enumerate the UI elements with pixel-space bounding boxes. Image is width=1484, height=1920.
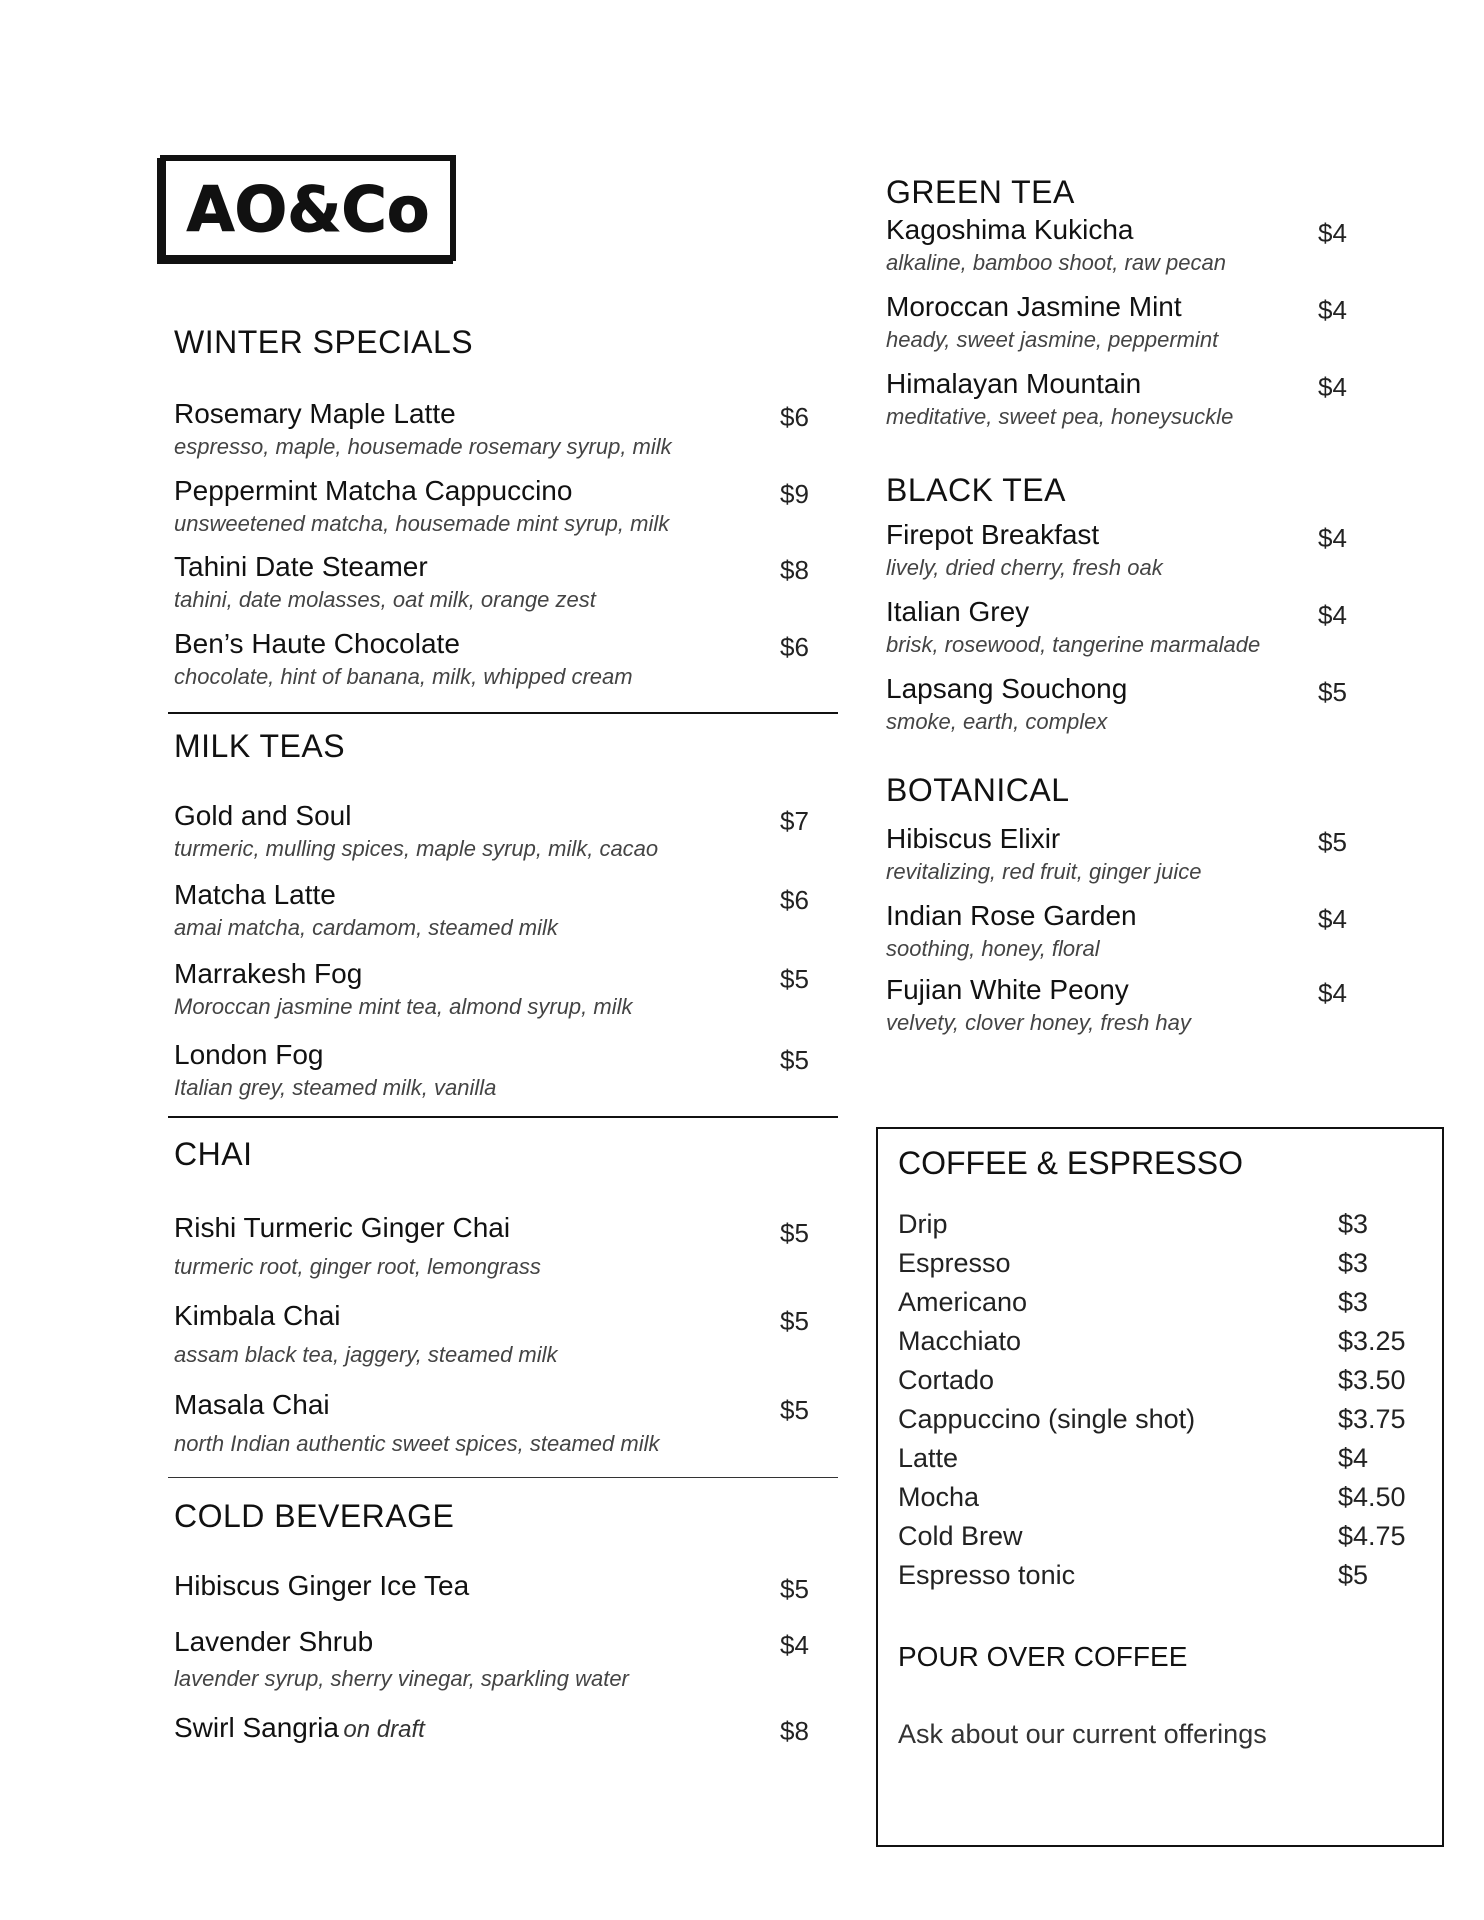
item-desc: smoke, earth, complex [886, 709, 1108, 734]
coffee-name: Espresso [898, 1248, 1011, 1278]
section-title-winter-specials: WINTER SPECIALS [174, 324, 474, 360]
coffee-price: $4.75 [1338, 1521, 1406, 1551]
coffee-espresso-panel [876, 1127, 1444, 1847]
coffee-row [898, 1560, 1418, 1591]
logo-text: AO&Co [186, 173, 430, 246]
section-divider [168, 712, 838, 714]
coffee-name: Latte [898, 1443, 959, 1473]
brand-logo [160, 155, 456, 261]
menu-item [174, 800, 658, 862]
item-desc: north Indian authentic sweet spices, steamed milk [174, 1431, 660, 1456]
item-price: $5 [780, 1306, 809, 1336]
menu-item [886, 519, 1163, 581]
menu-item [174, 628, 633, 690]
coffee-name: Cold Brew [898, 1521, 1023, 1551]
item-name: Italian Grey [886, 596, 1030, 627]
item-price: $8 [780, 1716, 809, 1746]
item-price: $4 [1318, 978, 1347, 1008]
menu-item [174, 1039, 496, 1101]
coffee-price: $3 [1338, 1248, 1369, 1278]
coffee-price: $3 [1338, 1287, 1369, 1317]
item-desc: Italian grey, steamed milk, vanilla [174, 1075, 497, 1100]
item-name: Kimbala Chai [174, 1300, 341, 1331]
item-desc: lively, dried cherry, fresh oak [886, 555, 1163, 580]
item-desc: tahini, date molasses, oat milk, orange zest [174, 587, 596, 612]
item-price: $5 [1318, 827, 1347, 857]
coffee-price: $3.50 [1338, 1365, 1406, 1395]
menu-item [886, 368, 1233, 430]
item-price: $4 [1318, 372, 1347, 402]
menu-item [174, 475, 669, 537]
item-name: Masala Chai [174, 1389, 330, 1420]
item-desc: assam black tea, jaggery, steamed milk [174, 1342, 558, 1367]
menu-item [174, 1570, 469, 1602]
menu-item [886, 214, 1226, 276]
coffee-row [898, 1443, 1418, 1474]
item-price: $4 [1318, 523, 1347, 553]
item-desc: brisk, rosewood, tangerine marmalade [886, 632, 1261, 657]
item-desc: turmeric root, ginger root, lemongrass [174, 1254, 541, 1279]
menu-item [174, 1300, 558, 1368]
item-price: $5 [1318, 677, 1347, 707]
item-price: $4 [1318, 600, 1347, 630]
section-title-cold-beverage: COLD BEVERAGE [174, 1498, 455, 1534]
menu-item [174, 1389, 659, 1457]
item-price: $6 [780, 632, 809, 662]
item-price: $4 [1318, 218, 1347, 248]
menu-item [174, 551, 596, 613]
item-name: Lapsang Souchong [886, 673, 1128, 704]
coffee-name: Cappuccino (single shot) [898, 1404, 1196, 1434]
menu-item [174, 958, 633, 1020]
item-desc: espresso, maple, housemade rosemary syrup, milk [174, 434, 672, 459]
item-desc: revitalizing, red fruit, ginger juice [886, 859, 1202, 884]
menu-item [174, 398, 672, 460]
menu-item [174, 879, 558, 941]
item-desc: meditative, sweet pea, honeysuckle [886, 404, 1234, 429]
coffee-price: $4 [1338, 1443, 1369, 1473]
item-desc: soothing, honey, floral [886, 936, 1100, 961]
item-price: $4 [1318, 904, 1347, 934]
item-price: $7 [780, 806, 809, 836]
item-desc: alkaline, bamboo shoot, raw pecan [886, 250, 1226, 275]
item-price: $9 [780, 479, 809, 509]
item-name: Himalayan Mountain [886, 368, 1142, 399]
item-name: Gold and Soul [174, 800, 352, 831]
item-name: Kagoshima Kukicha [886, 214, 1134, 245]
section-title-black-tea: BLACK TEA [886, 472, 1066, 508]
item-price: $6 [780, 402, 809, 432]
item-desc: lavender syrup, sherry vinegar, sparkling water [174, 1666, 629, 1691]
item-name: Peppermint Matcha Cappuccino [174, 475, 573, 506]
section-divider [168, 1116, 838, 1118]
item-name: Fujian White Peony [886, 974, 1129, 1005]
section-title-milk-teas: MILK TEAS [174, 728, 346, 764]
coffee-row [898, 1521, 1418, 1552]
coffee-row [898, 1287, 1418, 1318]
item-price: $8 [780, 555, 809, 585]
coffee-row [898, 1209, 1418, 1240]
item-name: Tahini Date Steamer [174, 551, 428, 582]
item-desc: Moroccan jasmine mint tea, almond syrup, milk [174, 994, 633, 1019]
logo-mark [183, 169, 433, 247]
item-price: $5 [780, 964, 809, 994]
coffee-name: Drip [898, 1209, 948, 1239]
section-divider [168, 1477, 838, 1478]
item-price: $5 [780, 1218, 809, 1248]
coffee-name: Cortado [898, 1365, 995, 1395]
coffee-price: $3.75 [1338, 1404, 1406, 1434]
section-title-botanical: BOTANICAL [886, 772, 1070, 808]
coffee-name: Macchiato [898, 1326, 1022, 1356]
item-name: Indian Rose Garden [886, 900, 1137, 931]
item-note: on draft [343, 1716, 425, 1743]
menu-item [886, 823, 1201, 885]
item-desc: velvety, clover honey, fresh hay [886, 1010, 1191, 1035]
item-name: Rosemary Maple Latte [174, 398, 456, 429]
menu-item [886, 974, 1191, 1036]
section-title-green-tea: GREEN TEA [886, 174, 1075, 210]
coffee-row [898, 1365, 1418, 1396]
menu-item [886, 291, 1218, 353]
item-name: Firepot Breakfast [886, 519, 1100, 550]
pour-over-title: POUR OVER COFFEE [898, 1641, 1188, 1672]
coffee-price: $4.50 [1338, 1482, 1406, 1512]
item-desc: amai matcha, cardamom, steamed milk [174, 915, 558, 940]
item-name: Hibiscus Ginger Ice Tea [174, 1570, 470, 1601]
item-name: Rishi Turmeric Ginger Chai [174, 1212, 511, 1243]
item-desc: turmeric, mulling spices, maple syrup, milk, cacao [174, 836, 659, 861]
section-title-chai: CHAI [174, 1136, 253, 1172]
item-name: Marrakesh Fog [174, 958, 363, 989]
item-price: $5 [780, 1574, 809, 1604]
item-price: $4 [780, 1630, 809, 1660]
item-name: Matcha Latte [174, 879, 336, 910]
item-name: Lavender Shrub [174, 1626, 374, 1657]
coffee-row [898, 1326, 1418, 1357]
section-title-coffee: COFFEE & ESPRESSO [898, 1145, 1243, 1181]
menu-item [886, 596, 1260, 658]
coffee-price: $3.25 [1338, 1326, 1406, 1356]
menu-item [174, 1212, 541, 1280]
menu-item [886, 900, 1137, 962]
item-name: Ben’s Haute Chocolate [174, 628, 460, 659]
coffee-price: $3 [1338, 1209, 1369, 1239]
item-price: $5 [780, 1045, 809, 1075]
item-name: London Fog [174, 1039, 324, 1070]
menu-item [174, 1626, 629, 1692]
coffee-price: $5 [1338, 1560, 1369, 1590]
item-name: Hibiscus Elixir [886, 823, 1061, 854]
coffee-name: Mocha [898, 1482, 980, 1512]
item-price: $5 [780, 1395, 809, 1425]
coffee-name: Espresso tonic [898, 1560, 1076, 1590]
item-price: $4 [1318, 295, 1347, 325]
item-name: Moroccan Jasmine Mint [886, 291, 1182, 322]
coffee-name: Americano [898, 1287, 1028, 1317]
item-desc: chocolate, hint of banana, milk, whipped cream [174, 664, 633, 689]
coffee-row [898, 1404, 1418, 1435]
coffee-row [898, 1248, 1418, 1279]
pour-over-text: Ask about our current offerings [898, 1719, 1267, 1749]
item-desc: unsweetened matcha, housemade mint syrup, milk [174, 511, 670, 536]
item-price: $6 [780, 885, 809, 915]
menu-item [174, 1712, 425, 1744]
coffee-row [898, 1482, 1418, 1513]
item-desc: heady, sweet jasmine, peppermint [886, 327, 1219, 352]
item-name: Swirl Sangria [174, 1712, 339, 1743]
menu-item [886, 673, 1127, 735]
